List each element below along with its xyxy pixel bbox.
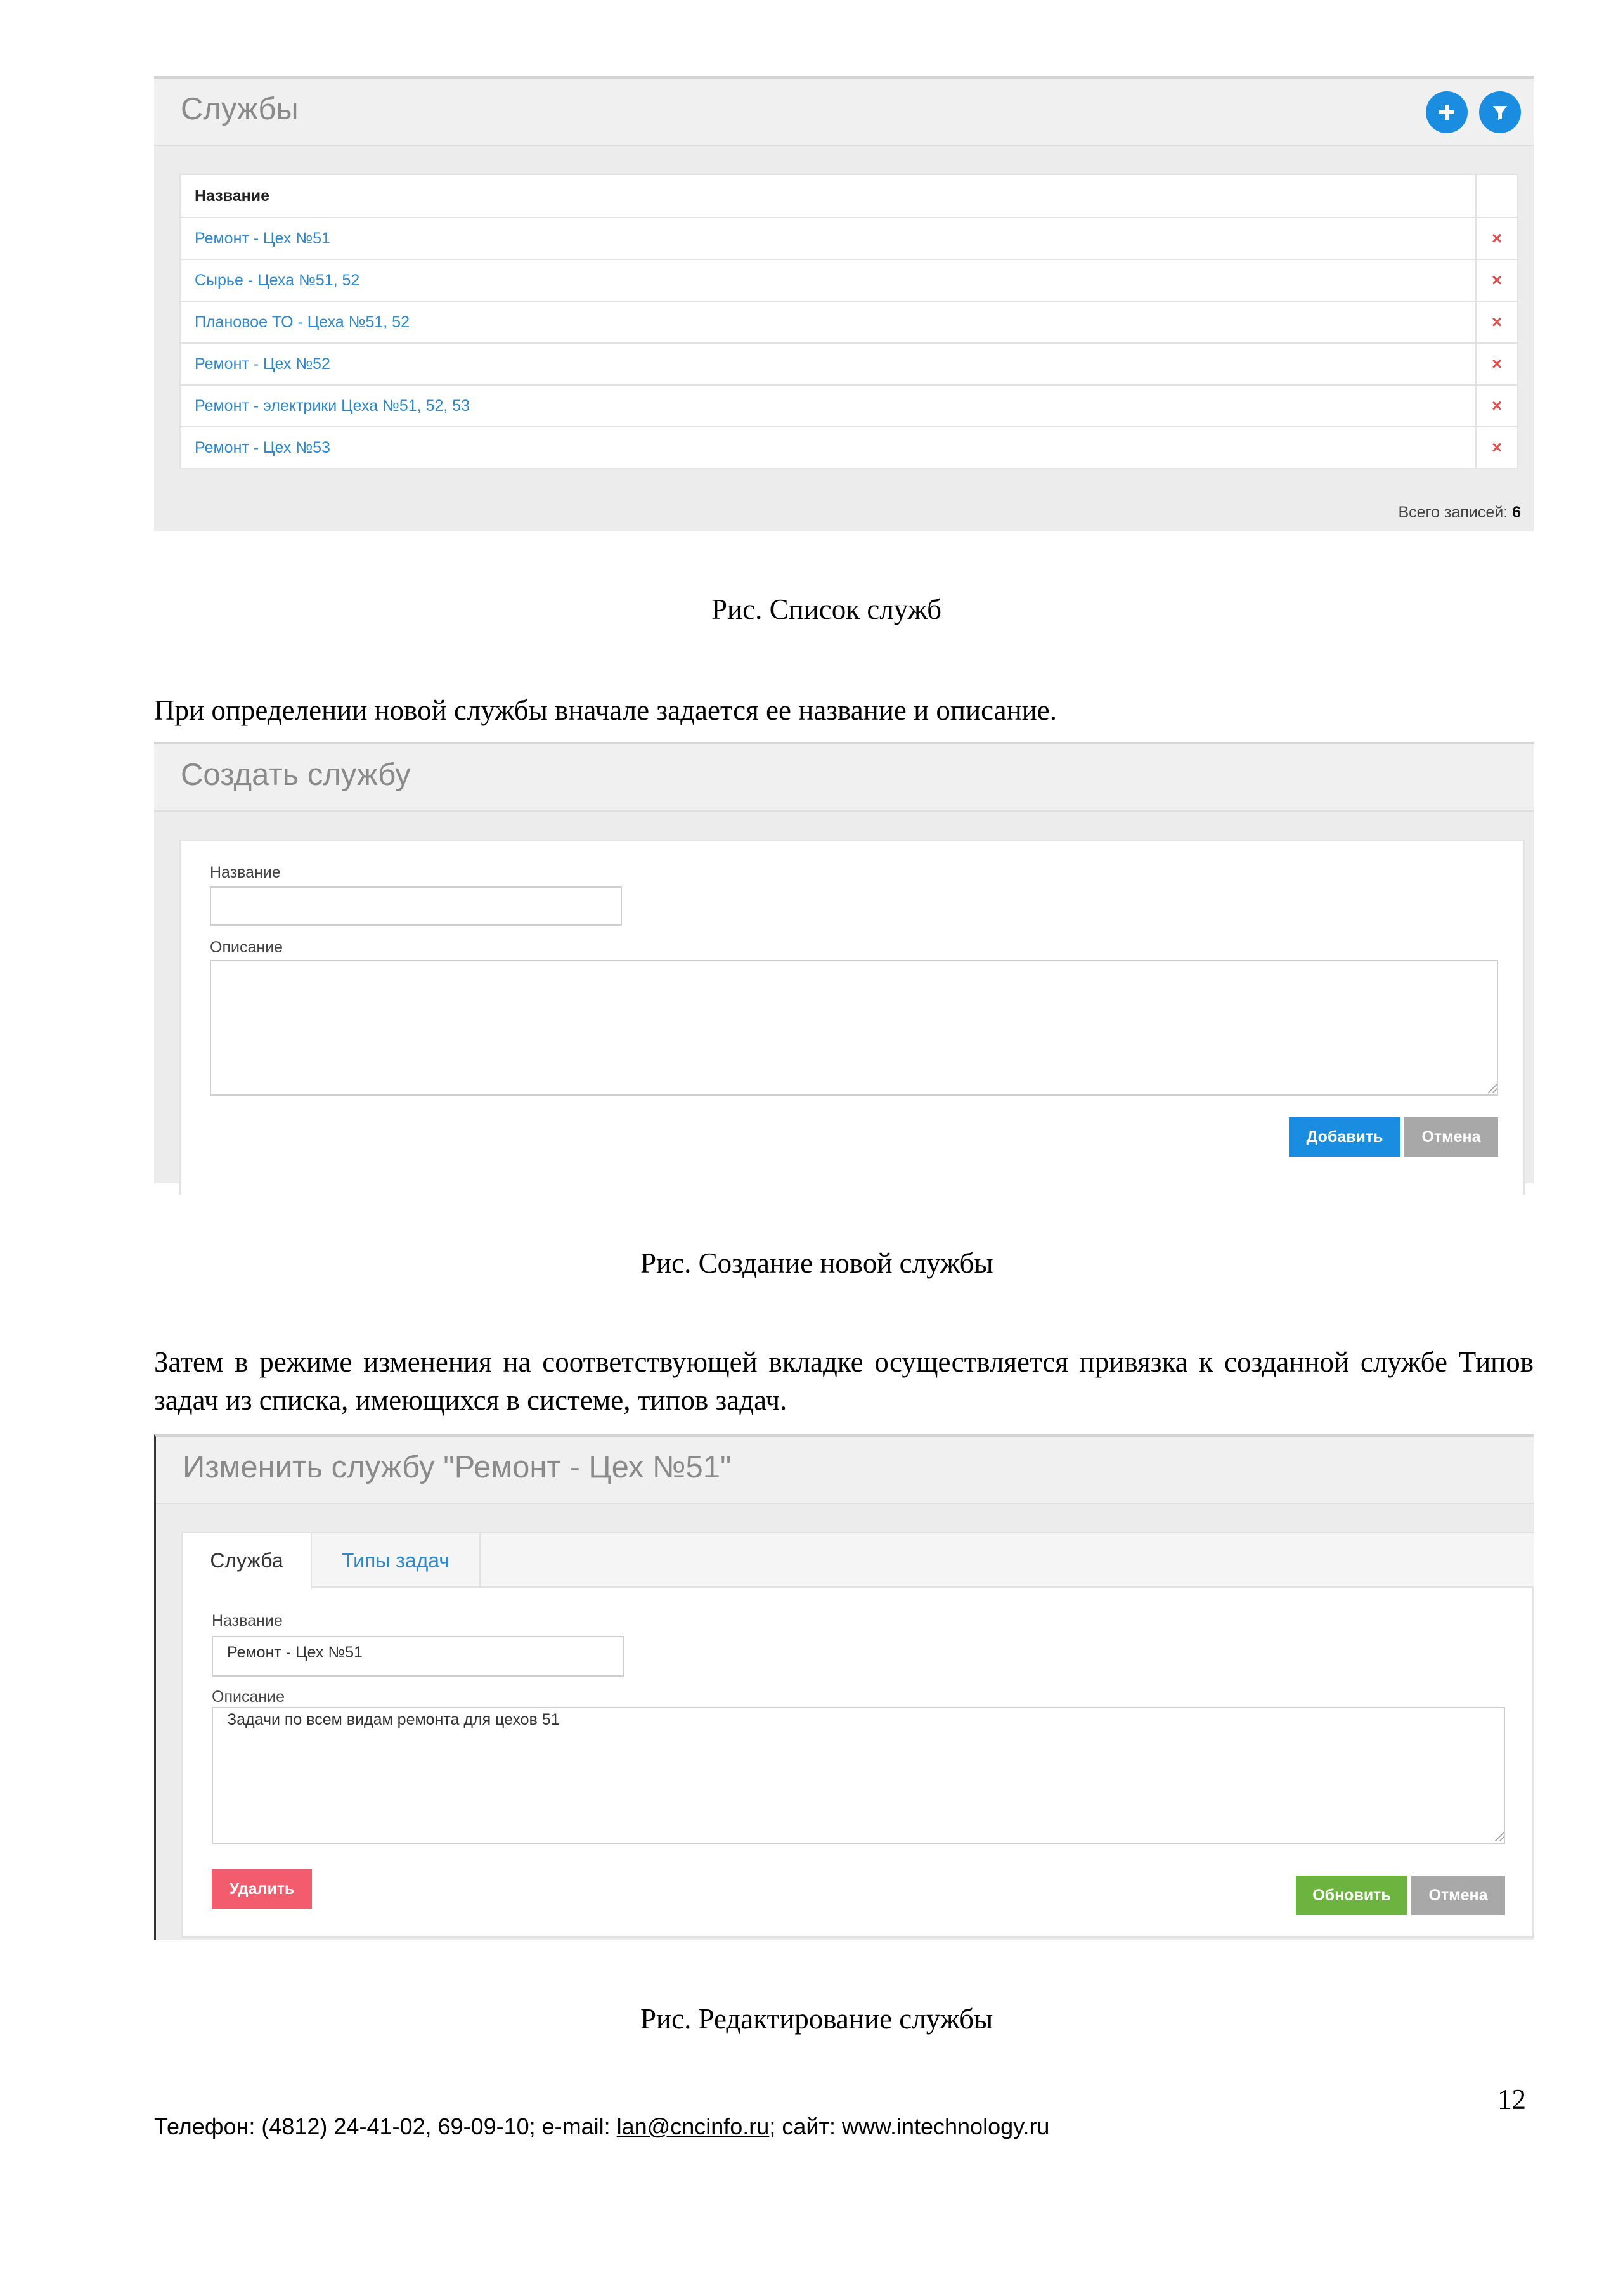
add-service-button[interactable] xyxy=(1426,91,1468,133)
table-row xyxy=(180,259,1518,301)
panel-header xyxy=(154,744,1534,812)
service-link[interactable]: Ремонт - Цех №52 xyxy=(180,343,1476,385)
service-link[interactable]: Ремонт - Цех №53 xyxy=(180,427,1476,469)
paragraph: Затем в режиме изменения на соответствующей вкладке осуществляется привязка к созданной службе Типов задач из списка, имеющихся в системе, типов задач. xyxy=(154,1346,1534,1416)
form-body xyxy=(181,1532,1534,1938)
email-link[interactable]: lan@cncinfo.ru xyxy=(616,2113,770,2139)
description-label: Описание xyxy=(210,938,283,956)
total-label: Всего записей: xyxy=(1398,503,1508,521)
column-header-name: Название xyxy=(180,174,1476,217)
resize-handle[interactable] xyxy=(1495,1832,1504,1841)
panel-header xyxy=(156,1437,1534,1504)
description-label: Описание xyxy=(212,1688,285,1706)
figure-caption: Рис. Список служб xyxy=(711,593,942,625)
delete-icon[interactable]: × xyxy=(1491,312,1503,332)
page-number: 12 xyxy=(1497,2084,1526,2115)
delete-icon[interactable]: × xyxy=(1491,228,1503,248)
footer-contacts: Телефон: (4812) 24-41-02, 69-09-10; e-mail: xyxy=(154,2113,617,2139)
cancel-button[interactable]: Отмена xyxy=(1404,1117,1498,1157)
services-table xyxy=(179,174,1518,469)
name-input[interactable] xyxy=(210,886,622,926)
table-row xyxy=(180,385,1518,427)
panel-header xyxy=(154,79,1534,146)
create-service-panel xyxy=(154,742,1534,1183)
description-textarea[interactable]: Задачи по всем видам ремонта для цехов 51 xyxy=(212,1707,1505,1844)
service-link[interactable]: Плановое ТО - Цеха №51, 52 xyxy=(180,301,1476,343)
table-row xyxy=(180,217,1518,259)
add-button[interactable]: Добавить xyxy=(1289,1117,1400,1157)
service-link[interactable]: Сырье - Цеха №51, 52 xyxy=(180,259,1476,301)
panel-title: Создать службу xyxy=(181,758,411,792)
figure-caption: Рис. Редактирование службы xyxy=(640,2003,993,2035)
tab-service[interactable]: Служба xyxy=(183,1533,312,1589)
service-link[interactable]: Ремонт - Цех №51 xyxy=(180,217,1476,259)
panel-title: Службы xyxy=(181,92,299,126)
table-header-row xyxy=(180,174,1518,217)
cancel-button[interactable]: Отмена xyxy=(1411,1876,1505,1915)
filter-icon xyxy=(1489,101,1511,124)
column-header-actions xyxy=(1476,174,1518,217)
description-textarea[interactable] xyxy=(210,960,1498,1096)
update-button[interactable]: Обновить xyxy=(1296,1876,1407,1915)
name-input[interactable]: Ремонт - Цех №51 xyxy=(212,1636,624,1677)
services-list-panel xyxy=(154,76,1534,531)
name-label: Название xyxy=(212,1612,283,1630)
page-footer xyxy=(154,2113,1049,2140)
edit-service-panel xyxy=(154,1434,1534,1940)
delete-icon[interactable]: × xyxy=(1491,270,1503,290)
panel-title: Изменить службу "Ремонт - Цех №51" xyxy=(183,1450,732,1484)
service-link[interactable]: Ремонт - электрики Цеха №51, 52, 53 xyxy=(180,385,1476,427)
delete-icon[interactable]: × xyxy=(1491,396,1503,415)
name-label: Название xyxy=(210,864,281,881)
delete-icon[interactable]: × xyxy=(1491,354,1503,373)
figure-caption: Рис. Создание новой службы xyxy=(640,1247,993,1279)
paragraph: При определении новой службы вначале задается ее название и описание. xyxy=(154,694,1057,726)
total-records xyxy=(1398,503,1521,522)
delete-button[interactable]: Удалить xyxy=(212,1869,312,1909)
table-row xyxy=(180,301,1518,343)
footer-site: ; сайт: www.intechnology.ru xyxy=(769,2113,1050,2139)
total-value: 6 xyxy=(1512,503,1521,521)
form-body xyxy=(179,840,1525,1195)
tab-task-types[interactable]: Типы задач xyxy=(312,1533,481,1588)
plus-circle-icon xyxy=(1435,101,1458,124)
delete-icon[interactable]: × xyxy=(1491,438,1503,457)
resize-handle[interactable] xyxy=(1488,1084,1497,1093)
filter-button[interactable] xyxy=(1479,91,1521,133)
table-row xyxy=(180,343,1518,385)
table-row xyxy=(180,427,1518,469)
